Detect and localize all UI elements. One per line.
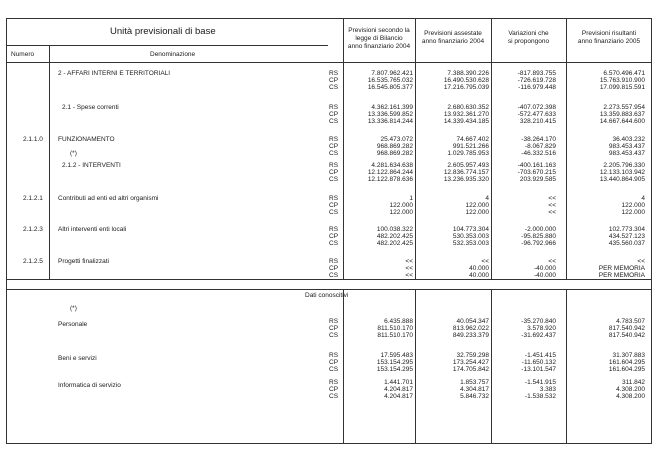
vertical-rule xyxy=(415,18,416,279)
row-4-value: 12.122.864.244 xyxy=(367,169,413,176)
known-3-value: 5.846.732 xyxy=(460,393,489,400)
known-3-value: 1.853.757 xyxy=(460,379,489,386)
known-3-value: 4.308.200 xyxy=(616,393,645,400)
known-1-value: 40.054.347 xyxy=(456,318,489,325)
row-3-tag-cs: CS xyxy=(329,150,339,157)
row-5-tag-cp: CP xyxy=(329,202,339,209)
row-4-value: 12.122.878.636 xyxy=(367,176,413,183)
row-2-value: 13.359.883.637 xyxy=(599,111,645,118)
row-1-value: -726.619.728 xyxy=(517,77,556,84)
row-1-value: 16.545.805.377 xyxy=(367,84,413,91)
column-header-variazioni: Variazioni che xyxy=(508,30,549,37)
row-2-tag-rs: RS xyxy=(329,104,339,111)
row-1-value: -116.979.448 xyxy=(518,84,556,91)
known-1-value: -31.692.437 xyxy=(521,332,556,339)
known-3-value: 4.308.200 xyxy=(616,386,645,393)
row-number: 2.1.2.3 xyxy=(23,226,43,233)
row-6-tag-cs: CS xyxy=(329,240,339,247)
column-header-numero: Numero xyxy=(11,51,35,58)
row-3-value: 1.029.785.953 xyxy=(447,150,489,157)
known-1-value: 817.540.942 xyxy=(608,332,645,339)
row-6-value: 530.353.003 xyxy=(452,233,489,240)
row-2-value: 13.336.814.244 xyxy=(367,118,413,125)
row-4-value: 4.281.634.638 xyxy=(371,162,413,169)
row-6-value: 434.527.123 xyxy=(608,233,645,240)
known-2-value: 153.154.295 xyxy=(376,359,413,366)
column-header-prev-bilancio: Previsioni secondo la xyxy=(348,27,410,34)
row-7-value: 40.000 xyxy=(469,265,489,272)
row-label: 2.1.2 - INTERVENTI xyxy=(62,162,121,169)
row-6-value: 104.773.304 xyxy=(452,226,489,233)
row-5-value: 4 xyxy=(485,195,489,202)
known-1-value: 817.540.942 xyxy=(608,325,645,332)
row-4-value: 13.236.935.320 xyxy=(443,176,489,183)
row-4-value: 12.133.103.942 xyxy=(599,169,645,176)
row-7-value: 40.000 xyxy=(469,272,489,279)
known-1-value: 811.510.170 xyxy=(377,325,413,332)
row-4-value: 13.440.864.905 xyxy=(599,176,645,183)
row-5-value: 122.000 xyxy=(389,209,413,216)
row-7-value: << xyxy=(481,258,489,265)
row-5-value: << xyxy=(548,209,556,216)
known-2-value: 173.254.427 xyxy=(452,359,489,366)
known-2-tag-cs: CS xyxy=(329,366,339,373)
row-7-value: << xyxy=(405,272,413,279)
row-7-value: << xyxy=(637,258,645,265)
vertical-rule xyxy=(566,289,567,444)
row-1-value: 16.490.530.628 xyxy=(443,77,489,84)
row-2-value: 4.362.161.399 xyxy=(371,104,413,111)
vertical-rule xyxy=(566,18,567,279)
known-3-value: 4.204.817 xyxy=(384,393,413,400)
row-1-value: 7.807.962.421 xyxy=(371,70,413,77)
row-5-value: 4 xyxy=(641,195,645,202)
known-1-tag-cs: CS xyxy=(329,332,339,339)
row-7-value: -40.000 xyxy=(533,265,556,272)
row-2-value: 13.932.361.270 xyxy=(443,111,489,118)
row-3-value: 25.473.072 xyxy=(380,136,413,143)
known-3-tag-rs: RS xyxy=(329,379,339,386)
row-4-tag-cp: CP xyxy=(329,169,339,176)
row-5-value: 122.000 xyxy=(621,209,645,216)
column-header-prev-bilancio: anno finanziario 2004 xyxy=(347,43,411,50)
known-3-value: -1.541.915 xyxy=(524,379,556,386)
known-1-tag-rs: RS xyxy=(329,318,339,325)
row-3-value: 968.869.282 xyxy=(376,143,413,150)
column-header-prev-assestate: Previsioni assestate xyxy=(424,30,482,37)
row-2-value: 14.339.434.185 xyxy=(443,118,489,125)
row-5-value: 122.000 xyxy=(389,202,413,209)
row-5-value: << xyxy=(548,202,556,209)
row-label: FUNZIONAMENTO xyxy=(58,136,115,143)
row-5-tag-rs: RS xyxy=(329,195,339,202)
row-6-tag-cp: CP xyxy=(329,233,339,240)
row-5-value: 122.000 xyxy=(621,202,645,209)
known-2-value: -13.101.547 xyxy=(521,366,556,373)
asterisk-note: (*) xyxy=(70,150,77,157)
row-6-tag-rs: RS xyxy=(329,226,339,233)
row-5-value: << xyxy=(548,195,556,202)
row-2-tag-cp: CP xyxy=(329,111,339,118)
asterisk-note: (*) xyxy=(70,305,77,312)
column-header-variazioni: si propongono xyxy=(507,38,550,45)
known-label: Beni e servizi xyxy=(58,355,97,362)
row-3-value: -38.264.170 xyxy=(521,136,556,143)
row-5-value: 1 xyxy=(409,195,413,202)
known-2-tag-rs: RS xyxy=(329,352,339,359)
row-6-value: -96.792.966 xyxy=(521,240,556,247)
row-5-value: 122.000 xyxy=(465,202,489,209)
row-3-value: -46.332.516 xyxy=(521,150,556,157)
row-7-value: -40.000 xyxy=(533,272,556,279)
known-1-value: 3.578.920 xyxy=(527,325,556,332)
row-6-value: 100.038.322 xyxy=(376,226,413,233)
row-1-tag-cp: CP xyxy=(329,77,339,84)
row-4-value: 12.836.774.157 xyxy=(443,169,489,176)
column-header-prev-assestate: anno finanziario 2004 xyxy=(421,38,485,45)
row-1-tag-cs: CS xyxy=(329,84,339,91)
known-3-value: 311.842 xyxy=(621,379,645,386)
row-5-value: 122.000 xyxy=(465,209,489,216)
row-2-value: 14.667.644.600 xyxy=(599,118,645,125)
row-2-tag-cs: CS xyxy=(329,118,339,125)
known-1-value: -35.270.840 xyxy=(521,318,556,325)
column-header-prev-risultanti: Previsioni risultanti xyxy=(581,30,637,37)
row-number: 2.1.2.5 xyxy=(23,258,43,265)
row-2-value: 2.273.557.954 xyxy=(603,104,645,111)
known-2-value: -11.650.132 xyxy=(521,359,556,366)
row-6-value: 482.202.425 xyxy=(376,233,413,240)
row-3-tag-cp: CP xyxy=(329,143,339,150)
row-7-value: PER MEMORIA xyxy=(598,265,645,272)
row-label: Altri interventi enti locali xyxy=(58,226,127,233)
known-1-value: 813.962.022 xyxy=(452,325,489,332)
column-header-prev-risultanti: anno finanziario 2005 xyxy=(577,38,641,45)
known-label: Informatica di servizio xyxy=(58,382,121,389)
known-2-value: 161.604.295 xyxy=(608,359,645,366)
row-number: 2.1.1.0 xyxy=(23,136,43,143)
horizontal-rule xyxy=(6,62,652,63)
known-label: Personale xyxy=(58,321,88,328)
row-label: 2 - AFFARI INTERNI E TERRITORIALI xyxy=(58,70,171,77)
row-4-value: -703.670.215 xyxy=(517,169,556,176)
row-1-value: 16.535.765.032 xyxy=(367,77,413,84)
row-4-value: 2.205.796.330 xyxy=(603,162,645,169)
known-2-tag-cp: CP xyxy=(329,359,339,366)
known-3-tag-cs: CS xyxy=(329,393,339,400)
row-2-value: -407.072.398 xyxy=(517,104,556,111)
row-4-value: 2.605.957.493 xyxy=(447,162,489,169)
horizontal-rule xyxy=(6,45,328,46)
known-3-value: 4.204.817 xyxy=(384,386,413,393)
column-header-prev-bilancio: legge di Bilancio xyxy=(355,35,403,42)
known-2-value: 17.595.483 xyxy=(380,352,413,359)
row-3-tag-rs: RS xyxy=(329,136,339,143)
row-6-value: 102.773.304 xyxy=(608,226,645,233)
row-1-value: -817.893.755 xyxy=(517,70,556,77)
row-1-value: 7.388.390.226 xyxy=(447,70,489,77)
row-2-value: -572.477.633 xyxy=(517,111,556,118)
known-3-value: 3.383 xyxy=(539,386,556,393)
row-4-tag-rs: RS xyxy=(329,162,339,169)
row-1-value: 17.216.795.039 xyxy=(443,84,489,91)
section-title: Dati conoscitivi xyxy=(305,292,349,299)
row-5-tag-cs: CS xyxy=(329,209,339,216)
row-7-value: << xyxy=(548,258,556,265)
row-6-value: 435.560.037 xyxy=(608,240,645,247)
row-1-value: 15.763.910.900 xyxy=(599,77,645,84)
known-1-value: 849.233.379 xyxy=(452,332,489,339)
vertical-rule xyxy=(415,289,416,444)
row-2-value: 2.680.630.352 xyxy=(447,104,489,111)
row-3-value: 983.453.437 xyxy=(608,150,645,157)
row-7-tag-cp: CP xyxy=(329,265,339,272)
known-3-tag-cp: CP xyxy=(329,386,339,393)
horizontal-rule xyxy=(6,289,652,290)
row-number: 2.1.2.1 xyxy=(23,195,43,202)
row-4-tag-cs: CS xyxy=(329,176,339,183)
vertical-rule xyxy=(49,45,50,279)
row-7-tag-rs: RS xyxy=(329,258,339,265)
row-6-value: 482.202.425 xyxy=(376,240,413,247)
known-3-value: 4.304.817 xyxy=(460,386,489,393)
row-3-value: 991.521.266 xyxy=(452,143,489,150)
column-header-denominazione: Denominazione xyxy=(150,51,196,58)
row-2-value: 328.210.415 xyxy=(519,118,556,125)
row-6-value: -2.000.000 xyxy=(524,226,556,233)
known-2-value: 153.154.295 xyxy=(376,366,413,373)
row-3-value: 968.869.282 xyxy=(376,150,413,157)
row-3-value: 983.453.437 xyxy=(608,143,645,150)
row-3-value: 36.403.232 xyxy=(612,136,645,143)
row-label: Contributi ad enti ed altri organismi xyxy=(58,195,159,202)
row-3-value: 74.667.402 xyxy=(456,136,489,143)
known-1-value: 4.783.507 xyxy=(616,318,645,325)
row-4-value: -400.161.163 xyxy=(517,162,556,169)
known-2-value: 31.307.883 xyxy=(612,352,645,359)
row-label: 2.1 - Spese correnti xyxy=(62,104,119,111)
known-2-value: -1.451.415 xyxy=(524,352,556,359)
row-1-tag-rs: RS xyxy=(329,70,339,77)
known-2-value: 32.759.298 xyxy=(456,352,489,359)
known-3-value: 1.441.701 xyxy=(384,379,413,386)
known-1-value: 811.510.170 xyxy=(377,332,413,339)
row-7-value: PER MEMORIA xyxy=(598,272,645,279)
row-3-value: -8.067.829 xyxy=(524,143,556,150)
row-1-value: 6.570.496.471 xyxy=(603,70,645,77)
known-2-value: 174.705.842 xyxy=(452,366,489,373)
row-7-value: << xyxy=(405,258,413,265)
row-1-value: 17.099.815.591 xyxy=(599,84,645,91)
row-6-value: 532.353.003 xyxy=(452,240,489,247)
known-1-value: 6.435.888 xyxy=(384,318,413,325)
table-title: Unità previsionali di base xyxy=(110,26,216,37)
row-label: Progetti finalizzati xyxy=(58,258,109,265)
known-3-value: -1.538.532 xyxy=(524,393,556,400)
row-6-value: -95.825.880 xyxy=(521,233,556,240)
row-7-tag-cs: CS xyxy=(329,272,339,279)
row-7-value: << xyxy=(405,265,413,272)
row-4-value: 203.929.585 xyxy=(519,176,556,183)
known-2-value: 161.604.295 xyxy=(608,366,645,373)
known-1-tag-cp: CP xyxy=(329,325,339,332)
row-2-value: 13.336.599.852 xyxy=(367,111,413,118)
